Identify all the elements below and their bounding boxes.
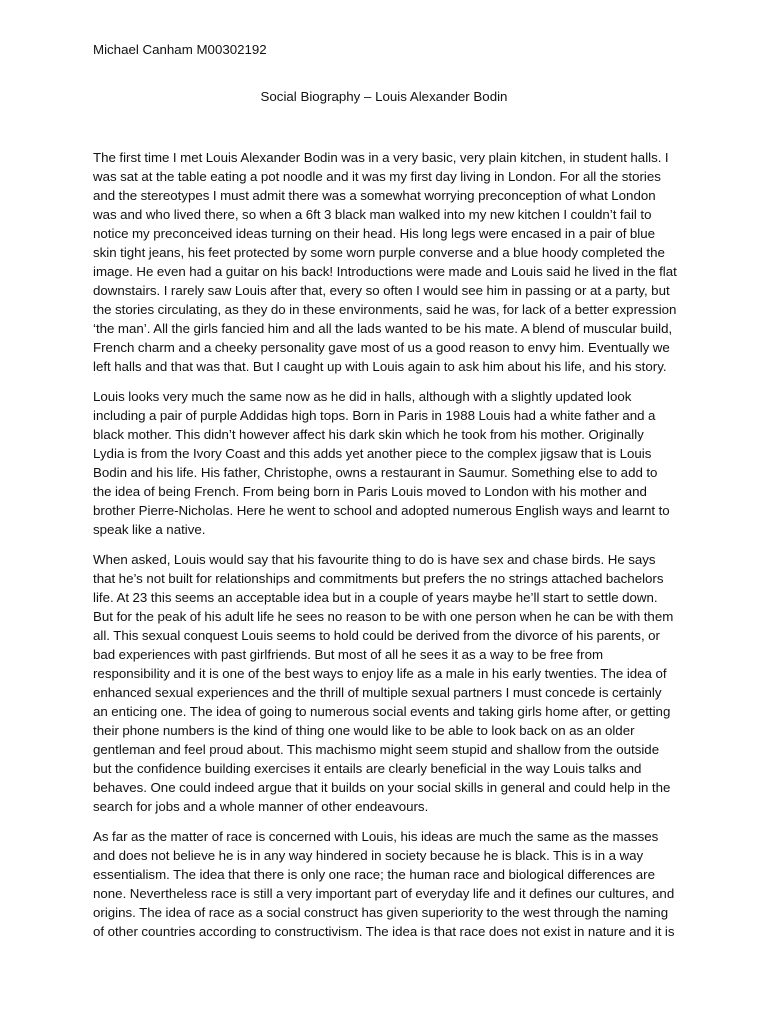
paragraph: Louis looks very much the same now as he did in halls, although with a slightly updated look including a pair of purple Addidas high tops. Born in Paris in 1988 Louis had a white father and a black mother. This didn’t however affect his dark skin which he took from his mother. Originally Lydia is from the Ivory Coast and this adds yet another piece to the complex jigsaw that is Louis Bodin and his life. His father, Christophe, owns a restaurant in Saumur. Something else to add to the idea of being French. From being born in Paris Louis moved to London with his mother and brother Pierre-Nicholas. Here he went to school and adopted numerous English ways and learnt to speak like a native. [93,389,670,537]
paragraph: When asked, Louis would say that his favourite thing to do is have sex and chase birds. He says that he’s not built for relationships and commitments but prefers the no strings attached bachelors life. At 23 this seems an acceptable idea but in a couple of years maybe he’ll start to settle down. But for the peak of his adult life he sees no reason to be with one person when he can be with them all. This sexual conquest Louis seems to hold could be derived from the divorce of his parents, or bad experiences with past girlfriends. But most of all he sees it as a way to be free from responsibility and it is one of the best ways to enjoy life as a male in his early twenties. The idea of enhanced sexual experiences and the thrill of multiple sexual partners I must concede is certainly an enticing one. The idea of going to numerous social events and taking girls home after, or getting their phone numbers is the kind of thing one would like to be able to look back on as an older gentleman and feel proud about. This machismo might seem stupid and shallow from the outside but the confidence building exercises it entails are clearly beneficial in the way Louis talks and behaves. One could indeed argue that it builds on your social skills in general and could help in the search for jobs and a whole manner of other endeavours. [93,552,674,814]
paragraph: As far as the matter of race is concerned with Louis, his ideas are much the same as the masses and does not believe he is in any way hindered in society because he is black. This is in a way essentialism. The idea that there is only one race; the human race and biological differences are none. Nevertheless race is still a very important part of everyday life and it defines our cultures, and origins. The idea of race as a social construct has given superiority to the west through the naming of other countries according to constructivism. The idea is that race does not exist in nature and it is [93,829,675,939]
paragraph: The first time I met Louis Alexander Bodin was in a very basic, very plain kitchen, in student halls. I was sat at the table eating a pot noodle and it was my first day living in London. For all the stories and the stereotypes I must admit there was a somewhat worrying preconception of what London was and who lived there, so when a 6ft 3 black man walked into my new kitchen I couldn’t fail to notice my preconceived ideas turning on their head. His long legs were encased in a pair of blue skin tight jeans, his feet protected by some worn purple converse and a blue hoody completed the image. He even had a guitar on his back! Introductions were made and Louis said he lived in the flat downstairs. I rarely saw Louis after that, every so often I would see him in passing or at a party, but the stories circulating, as they do in these environments, said he was, for lack of a better expression ‘the man’. All the girls fancied him and all the lads wanted to be his mate. A blend of muscular build, French charm and a cheeky personality gave most of us a good reason to envy him. Eventually we left halls and that was that. But I caught up with Louis again to ask him about his life, and his story. [93,150,677,374]
document-title: Social Biography – Louis Alexander Bodin [260,89,508,104]
document-body [93,148,678,952]
author-line: Michael Canham M00302192 [93,42,267,57]
